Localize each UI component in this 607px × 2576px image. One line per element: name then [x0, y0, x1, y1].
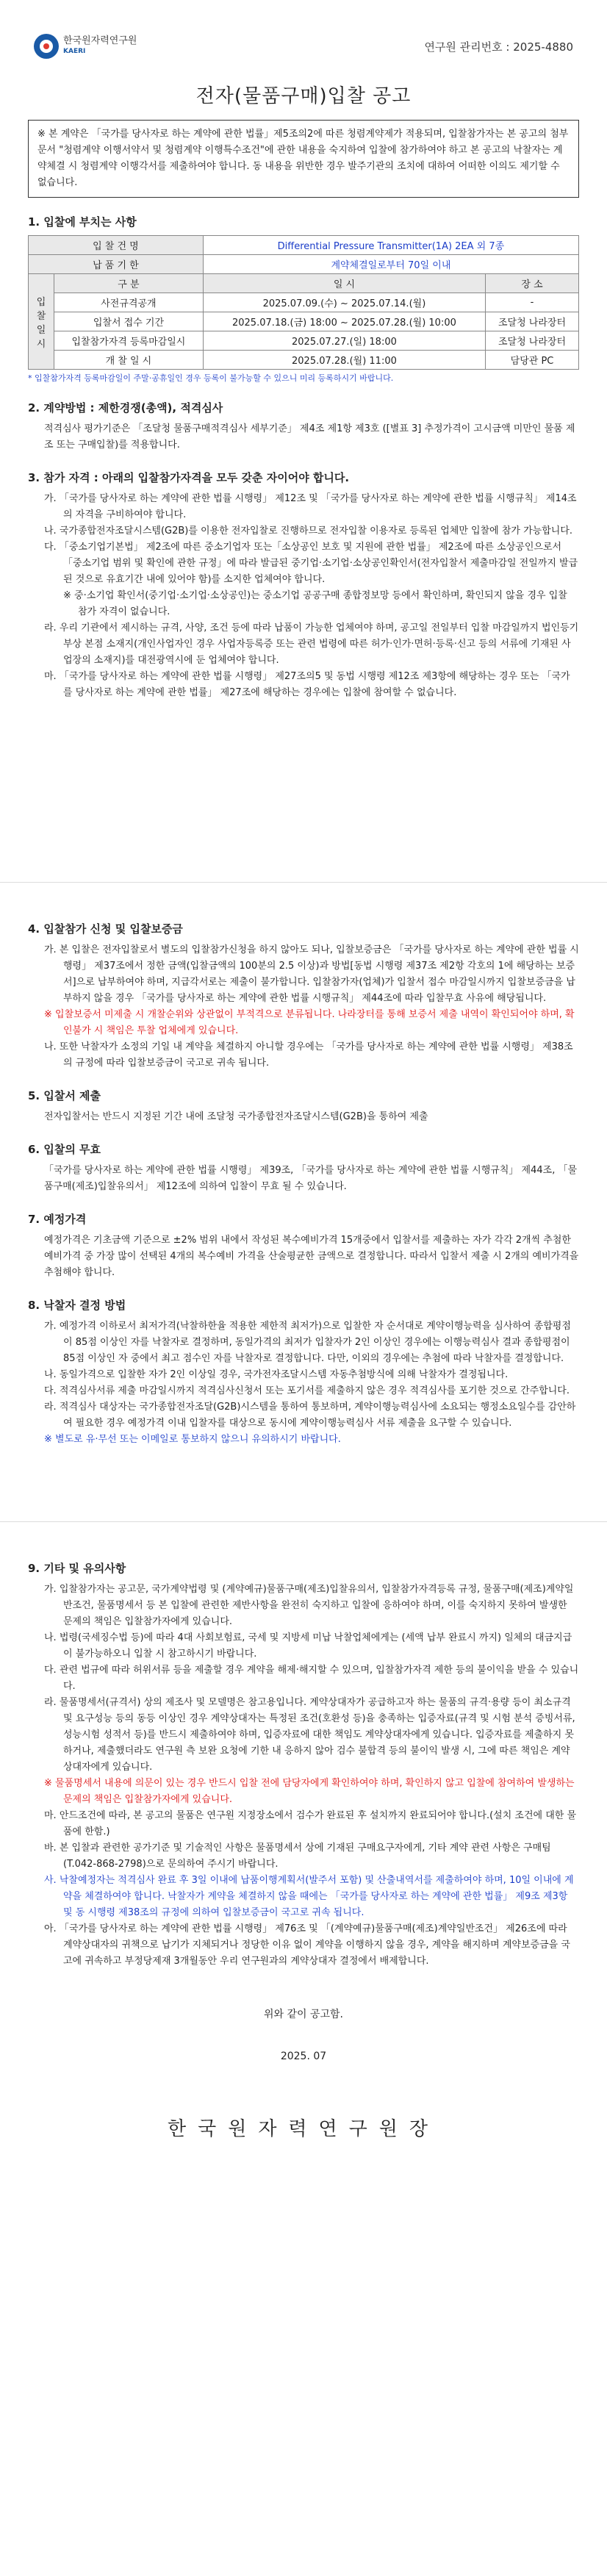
section-5-body: 전자입찰서는 반드시 지정된 기간 내에 조달청 국가종합전자조달시스템(G2B)을 통하여 제출 [44, 1111, 428, 1122]
table-row: 입찰서 접수 기간 2025.07.18.(금) 18:00 ~ 2025.07.28.(월) 10:00 조달청 나라장터 [29, 312, 579, 331]
table-row: 개 찰 일 시 2025.07.28.(월) 11:00 담당관 PC [29, 351, 579, 370]
bid-name-label: 입 찰 건 명 [29, 236, 204, 255]
s3-item-e: 마. 「국가를 당사자로 하는 계약에 관한 법률 시행령」 제27조의5 및 동법 시행령 제12조 제3항에 해당하는 경우 또는 「국가를 당사자로 하는 계약에 관한 법률」 제27조에 해당하는 경우에는 입찰에 참여할 수 없습니다. [44, 671, 570, 698]
org-name: 한국원자력연구원 [63, 35, 137, 46]
page-2 [0, 882, 607, 1511]
s3-item-a: 가. 「국가를 당사자로 하는 계약에 관한 법률 시행령」 제12조 및 「국가를 당사자로 하는 계약에 관한 법률 시행규칙」 제14조의 자격을 구비하여야 합니다. [44, 493, 577, 520]
doc-header [0, 0, 607, 59]
col-place: 장 소 [486, 274, 579, 293]
s8-item-c: 다. 적격심사서류 제출 마감일시까지 적격심사신청서 또는 포기서를 제출하지 않은 경우 적격심사를 포기한 것으로 간주합니다. [44, 1385, 570, 1396]
s3-item-c: 다. 「중소기업기본법」 제2조에 따른 중소기업자 또는「소상공인 보호 및 지원에 관한 법률」 제2조에 따른 소상공인으로서 「중소기업 범위 및 확인에 관한 규정」에 따라 발급된 중기업·소기업·소상공인확인서(전자입찰서 제출마감일 전일까지 발급된 것으로 유효기간 내에 있어야 함)를 소지한 업체여야 합니다. [44, 542, 578, 585]
section-7-heading: 7. 예정가격 [28, 1213, 87, 1226]
page-title: 전자(물품구매)입찰 공고 [195, 85, 412, 107]
bid-info-table [28, 235, 579, 370]
s9-item-b: 나. 법령(국세징수법 등)에 따라 4대 사회보험료, 국세 및 지방세 미납 낙찰업체에게는 (세액 납부 완료시 까지) 일체의 대금지급이 불가능하오니 입찰 시 참고하시기 바랍니다. [44, 1632, 572, 1660]
s9-item-f: 바. 본 입찰과 관련한 공가기준 및 기술적인 사항은 물품명세서 상에 기재된 구매요구자에게, 기타 계약 관련 사항은 구매팀 (T.042-868-2798)으로 문의하여 주시기 바랍니다. [44, 1843, 551, 1870]
s9-item-g: 사. 낙찰예정자는 적격심사 완료 후 3일 이내에 납품이행계획서(발주서 포함) 및 산출내역서를 제출하여야 하며, 10일 이내에 계약을 체결하여야 합니다. 낙찰자가 계약을 체결하지 않을 때에는 「국가를 당사자로 하는 계약에 관한 법률」 제9조 제3항 및 동 시행령 제38조의 규정에 의하여 입찰보증금이 국고로 귀속 됩니다. [44, 1875, 574, 1918]
org-eng: KAERI [63, 48, 86, 55]
section-5-heading: 5. 입찰서 제출 [28, 1089, 101, 1102]
s8-item-d: 라. 적격심사 대상자는 국가종합전자조달(G2B)시스템을 통하여 통보하며, 계약이행능력심사에 소요되는 행정소요일수를 감안하여 필요한 경우 예정가격 이내 입찰자를 대상으로 동시에 계약이행능력심사 서류 제출을 요구할 수 있습니다. [44, 1402, 576, 1429]
s3-sub-note: ※ 중·소기업 확인서(중기업·소기업·소상공인)는 중소기업 공공구매 종합정보망 등에서 확인하며, 확인되지 않을 경우 입찰 참가 자격이 없습니다. [63, 590, 567, 617]
org-logo [34, 34, 137, 59]
s8-item-b: 나. 동일가격으로 입찰한 자가 2인 이상일 경우, 국가전자조달시스템 자동추첨방식에 의해 낙찰자가 결정됩니다. [44, 1369, 509, 1380]
deadline-label: 납 품 기 한 [29, 255, 204, 274]
deadline-value: 계약체결일로부터 70일 이내 [203, 255, 578, 274]
bid-name-value: Differential Pressure Transmitter(1A) 2EA 외 7종 [203, 236, 578, 255]
page-3 [0, 1521, 607, 2576]
s9-item-e: 마. 안드조건에 따라, 본 공고의 물품은 연구원 지정장소에서 검수가 완료된 후 설치까지 완료되어야 합니다.(설치 조건에 대한 물품에 한함.) [44, 1810, 577, 1837]
s9-warning: ※ 물품명세서 내용에 의문이 있는 경우 반드시 입찰 전에 담당자에게 확인하여야 하며, 확인하지 않고 입찰에 참여하여 발생하는 문제의 책임은 입찰참가자에게 있습니다. [44, 1778, 575, 1805]
s3-item-d: 라. 우리 기관에서 제시하는 규격, 사양, 조건 등에 따라 납품이 가능한 업체여야 하며, 공고일 전일부터 입찰 마감일까지 법인등기부상 본점 소재지(개인사업자인 경우 사업자등록증 또는 관련 법령에 따른 허가·인가·면허·등록·신고 등의 서류에 기재된 사업장의 소재지)를 대전광역시에 둔 업체여야 합니다. [44, 623, 579, 666]
closing-text: 위와 같이 공고함. [263, 2009, 344, 2020]
section-6-heading: 6. 입찰의 무효 [28, 1143, 101, 1156]
section-2-heading: 2. 계약방법 : 제한경쟁(총액), 적격심사 [28, 401, 223, 415]
table-row: 입찰참가자격 등록마감일시 2025.07.27.(일) 18:00 조달청 나라장터 [29, 331, 579, 351]
schedule-note: * 입찰참가자격 등록마감일이 주말·공휴일인 경우 등록이 불가능할 수 있으니 미리 등록하시기 바랍니다. [28, 373, 394, 383]
s4-item-b: 나. 또한 낙찰자가 소정의 기일 내 계약을 체결하지 아니할 경우에는 「국가를 당사자로 하는 계약에 관한 법률 시행령」 제38조의 규정에 따라 입찰보증금이 국고로 귀속 됩니다. [44, 1041, 573, 1069]
s9-item-h: 아. 「국가를 당사자로 하는 계약에 관한 법률 시행령」 제76조 및 「(계약예규)물품구매(제조)계약일반조건」 제26조에 따라 계약상대자의 귀책으로 납기가 지체되거나 정당한 이유 없이 계약을 이행하지 않을 경우, 계약을 해지하며 계약보증금을 국고에 귀속하고 부정당제재 3개월동안 우리 연구원과의 계약상대자 결정에서 배제합니다. [44, 1923, 570, 1967]
section-6-body: 「국가를 당사자로 하는 계약에 관한 법률 시행령」 제39조, 「국가를 당사자로 하는 계약에 관한 법률 시행규칙」 제44조, 「물품구매(제조)입찰유의서」 제12조에 의하여 입찰이 무효 될 수 있습니다. [44, 1165, 578, 1192]
doc-number: 연구원 관리번호 : 2025-4880 [424, 40, 573, 54]
col-div: 구 분 [54, 274, 204, 293]
kaeri-logo-icon [34, 34, 59, 59]
section-1-heading: 1. 입찰에 부치는 사항 [28, 215, 137, 229]
s9-item-c: 다. 관련 법규에 따라 허위서류 등을 제출할 경우 계약을 해제·해지할 수 있으며, 입찰참가자격 제한 등의 불이익을 받을 수 있습니다. [44, 1665, 579, 1692]
s9-item-d: 라. 물품명세서(규격서) 상의 제조사 및 모델명은 참고용입니다. 계약상대자가 공급하고자 하는 물품의 규격·용량 등이 최소규격 및 요구성능 등의 동등 이상인 경우 계약상대자는 특정된 조건(호환성 등)을 충족하는 입증자료(규격 및 시험 분석 증빙서류, 성능시험 성적서 등)를 반드시 제출하여야 하며, 입증자료에 대한 책임도 계약상대자에게 있습니다. 입증자료를 제출하지 못하거나, 제출했더라도 연구원 측 보완 요청에 기한 내 응하지 않아 검수 불합격 등의 불이익 발생 시, 그에 따른 책임은 계약상대자에게 있습니다. [44, 1697, 575, 1773]
page-1 [0, 0, 607, 869]
section-2-body: 적격심사 평가기준은 「조달청 물품구매적격심사 세부기준」 제4조 제1항 제3호 ([별표 3] 추정가격이 고시금액 미만인 물품 제조 또는 구매입찰)를 적용합니다. [44, 423, 575, 451]
table-row: 사전규격공개 2025.07.09.(수) ~ 2025.07.14.(월) - [29, 293, 579, 312]
announce-date: 2025. 07 [280, 2051, 327, 2062]
col-date: 일 시 [203, 274, 485, 293]
section-9-heading: 9. 기타 및 유의사항 [28, 1562, 126, 1575]
section-8-heading: 8. 낙찰자 결정 방법 [28, 1299, 126, 1312]
s4-warning: ※ 입찰보증서 미제출 시 개찰순위와 상관없이 부적격으로 분류됩니다. 나라장터를 통해 보증서 제출 내역이 확인되어야 하며, 확인불가 시 책임은 투찰 업체에게 있습니다. [44, 1009, 575, 1036]
s8-item-a: 가. 예정가격 이하로서 최저가격(낙찰하한율 적용한 제한적 최저가)으로 입찰한 자 순서대로 계약이행능력을 심사하여 종합평점이 85점 이상인 자를 낙찰자로 결정하며, 동일가격의 최저가 입찰자가 2인 이상인 경우에는 이행능력심사 결과 종합평점이 85점 이상인 자 중에서 최고 점수인 자를 낙찰자로 결정합니다. 다만, 이외의 경우에는 추첨에 따라 낙찰자를 결정합니다. [44, 1321, 571, 1364]
s9-item-a: 가. 입찰참가자는 공고문, 국가계약법령 및 (계약예규)물품구매(제조)입찰유의서, 입찰참가자격등록 규정, 물품구매(제조)계약일반조건, 물품명세서 등 본 입찰에 관련한 제반사항을 완전히 숙지하고 입찰에 응하여야 하며, 이를 숙지하지 못하여 발생한 문제의 책임은 입찰참가자에게 있습니다. [44, 1584, 574, 1627]
s4-item-a: 가. 본 입찰은 전자입찰로서 별도의 입찰참가신청을 하지 않아도 되나, 입찰보증금은 「국가를 당사자로 하는 계약에 관한 법률 시행령」 제37조에서 정한 금액(입찰금액의 100분의 2.5 이상)과 방법[동법 시행령 제37조 제2항 각호의 1에 해당하는 보증서]으로 납부하여야 하며, 지급각서로는 제출이 불가합니다. 입찰참가자(업체)가 입찰서 접수 마감일시까지 입찰보증금을 납부하지 않을 경우 「국가를 당사자로 하는 계약에 관한 법률 시행규칙」 제44조에 따라 입찰무효 사유에 해당됩니다. [44, 944, 579, 1004]
schedule-label: 입찰일시 [29, 274, 54, 370]
integrity-notice: ※ 본 계약은 「국가를 당사자로 하는 계약에 관한 법률」제5조의2에 따른 청렴계약제가 적용되며, 입찰참가자는 본 공고의 첨부문서 "청렴계약 이행서약서 및 청렴계약 이행특수조건"에 관한 내용을 숙지하여 입찰에 참가하여야 하고 본 공고의 낙찰자는 계약체결 시 청렴계약 이행각서를 제출하여야 합니다. 동 내용을 위반한 경우 발주기관의 조치에 대하여 어떠한 이의도 제기할 수 없습니다. [28, 120, 579, 198]
section-4-heading: 4. 입찰참가 신청 및 입찰보증금 [28, 922, 183, 936]
signature: 한국원자력연구원장 [167, 2118, 440, 2140]
s3-item-b: 나. 국가종합전자조달시스템(G2B)를 이용한 전자입찰로 진행하므로 전자입찰 이용자로 등록된 업체만 입찰에 참가 가능합니다. [44, 525, 573, 537]
section-3-heading: 3. 참가 자격 : 아래의 입찰참가자격을 모두 갖춘 자이어야 합니다. [28, 471, 350, 484]
section-7-body: 예정가격은 기초금액 기준으로 ±2% 범위 내에서 작성된 복수예비가격 15개중에서 입찰서를 제출하는 자가 각각 2개씩 추첨한 예비가격 중 가장 많이 선택된 4개의 복수예비 가격을 산술평균한 금액으로 결정합니다. 따라서 입찰서 제출 시 2개의 예비가격을 추첨해야 합니다. [44, 1235, 579, 1278]
s8-note: ※ 별도로 유·무선 또는 이메일로 통보하지 않으니 유의하시기 바랍니다. [44, 1434, 341, 1445]
